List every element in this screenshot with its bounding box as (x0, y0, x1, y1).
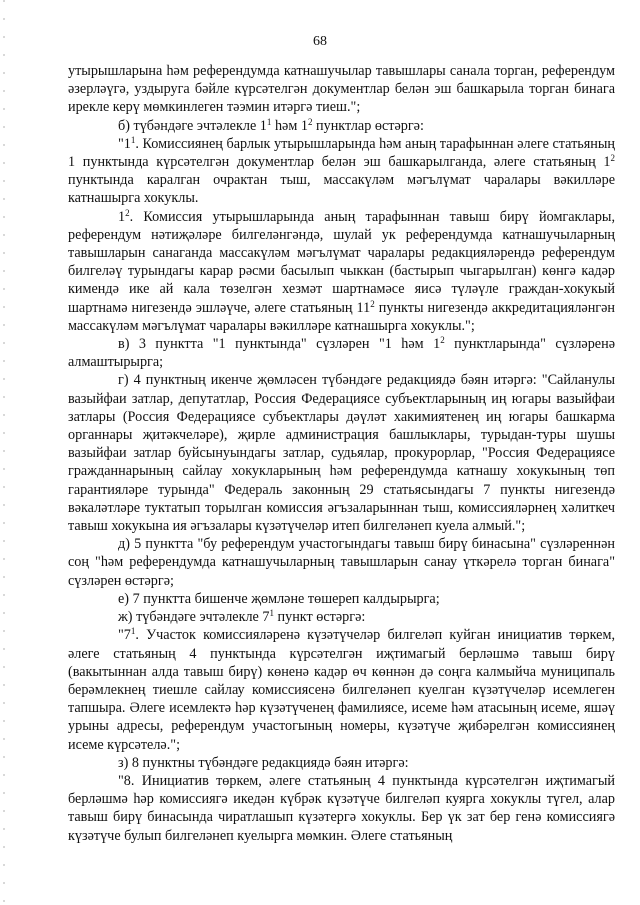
paragraph-text: пункты нигезендә аккредитацияләнгән массакүләм мәгълүмат чаралары вәкилләре катнашырга хокуклы."; (68, 299, 616, 334)
paragraph-text: б) түбәндәге эчтәлекле 1 (118, 117, 267, 134)
paragraph (68, 62, 615, 117)
paragraph-text: "8. Инициатив төркем, әлеге статьяның 4 пунктында күрсәтелгән иҗтимагый берләшмә һәр комиссиягә икедән күбрәк күзәтүче билгеләп куярга хокуклы түгел, алар тавыш бирү бинасында чиратлашып күзәтергә хокуклы. Бер үк зат бер генә комиссиягә күзәтүче булып билгеләнеп куелырга мөмкин. Әлеге статьяның (68, 772, 615, 844)
paragraph (68, 772, 615, 845)
paragraph (68, 608, 615, 626)
paragraph-text: ж) түбәндәге эчтәлекле 7 (118, 609, 270, 626)
document-body (68, 62, 615, 845)
superscript: 1 (266, 116, 272, 127)
paragraph (68, 117, 615, 135)
superscript: 2 (440, 335, 445, 346)
paragraph-text: г) 4 пунктның икенче җөмләсен түбәндәге редакциядә бәян итәргә: "Сайланулы вазыйфаи затлар, депутатлар, Россия Федерациясе субъектларының иң югары вазыйфаи затлары (Россия Федерациясе субъектлары дәүләт хакимиятенең иң югары башкарма органнары җитәкчеләре), җирле администрация башлыклары, турыдан-туры шушы вазыйфаи затлар буйсынуындагы затлар, судьялар, прокурорлар, "Россия Федерациясе гражданнарының сайлау хокукларының һәм референдумда катнашу хокукының төп гарантияләре турында" Федераль законның 29 статьясындагы 7 пункты нигезендә вәкаләтләре туктатып торылган комиссия әгъзаларыннан тыш, комиссияләрнең хәлиткеч тавыш хокукына ия әгъзалары күзәтүчеләр итеп билгеләнеп куела алмый."; (68, 372, 615, 535)
paragraph-text: пунктында каралган очрактан тыш, массакүләм мәгълүмат чаралары вәкилләре катнашырга хокуклы. (68, 172, 615, 207)
superscript: 1 (130, 626, 136, 637)
paragraph-text: "7 (118, 627, 131, 644)
paragraph (68, 535, 615, 590)
superscript: 1 (269, 608, 274, 619)
superscript: 2 (307, 116, 313, 127)
paragraph (68, 590, 615, 608)
paragraph (68, 371, 615, 535)
paragraph-text: . Комиссия утырышларында аның тарафыннан тавыш бирү йомгаклары, референдум нәтиҗәләре билгеләнгәндә, шулай ук референдумда катнашучыларның тавышларын санаганда массакүләм мәгълүмат чаралары редакцияләрендә референдум билгеләү турындагы карар рәсми басылып чыккан (бастырып чыгарылган) көнгә кадәр кимендә ике ай кала төзелгән хезмәт шартнамәсе яисә түләүле граждан-хокукый шартнамә нигезендә эшләүче, әлеге статьяның 11 (68, 208, 615, 316)
page-number: 68 (313, 34, 327, 49)
paragraph (68, 335, 615, 371)
paragraph (68, 135, 615, 208)
superscript: 1 (130, 134, 136, 145)
paragraph-text: пунктларында" сүзләренә алмаштырырга; (68, 336, 615, 371)
paragraph-text: д) 5 пунктта "бу референдум участогындагы тавыш бирү бинасына" сүзләреннән соң "һәм референдумда катнашучыларның тавышларын санау үткәрелә торган бинага" сүзләрен өстәргә; (68, 536, 615, 589)
paragraph-text: з) 8 пунктны түбәндәге редакциядә бәян итәргә: (118, 754, 409, 771)
paragraph-text: утырышларына һәм референдумда катнашучылар тавышлары санала торган, референдум әзерләүгә, уздыруга бәйле күрсәтелгән документлар белән эш башкарыла торган бинага ирекле керү мөмкинлеген тәэмин итәргә тиеш."; (68, 63, 615, 116)
paragraph-text: пункт өстәргә: (273, 609, 366, 626)
superscript: 2 (125, 207, 130, 218)
paragraph (68, 626, 615, 753)
paragraph (68, 208, 615, 335)
paragraph-text: пунктлар өстәргә: (312, 117, 424, 134)
superscript: 2 (610, 153, 615, 164)
paragraph-text: "1 (118, 135, 131, 152)
paragraph-text: е) 7 пунктта бишенче җөмләне төшереп калдырырга; (118, 590, 440, 607)
paragraph-text: . Комиссиянең барлык утырышларында һәм аның тарафыннан әлеге статьяның 1 пунктында күрсәтелгән документлар белән эш башкарылганда, әлеге статьяның 1 (68, 135, 615, 171)
paragraph-text: в) 3 пунктта "1 пунктында" сүзләрен "1 һәм 1 (118, 336, 441, 353)
paragraph-text: . Участок комиссияләренә күзәтүчеләр билгеләп куйган инициатив төркем, әлеге статьяның 4 пунктында күрсәтелгән иҗтимагый берләшмә тавыш бирү (вакытыннан алда тавыш бирү) көненә кадәр өч көннән дә соңга калмыйча муниципаль берәмлекнең тиешле сайлау комиссиясенә билгеләнеп куелган күзәтүчеләр исемлеген тапшыра. Әлеге исемлектә һәр күзәтүченең фамилиясе, исеме һәм атасының исеме, яшәү урыны адресы, референдум участогының номеры, күзәтүче җибәрелгән комиссиянең исеме күрсәтелә."; (68, 627, 615, 753)
paragraph-text: һәм 1 (271, 117, 308, 134)
paragraph-text: 1 (118, 208, 126, 225)
superscript: 2 (370, 298, 375, 309)
paragraph (68, 754, 615, 772)
scan-edge-marks (3, 0, 5, 905)
